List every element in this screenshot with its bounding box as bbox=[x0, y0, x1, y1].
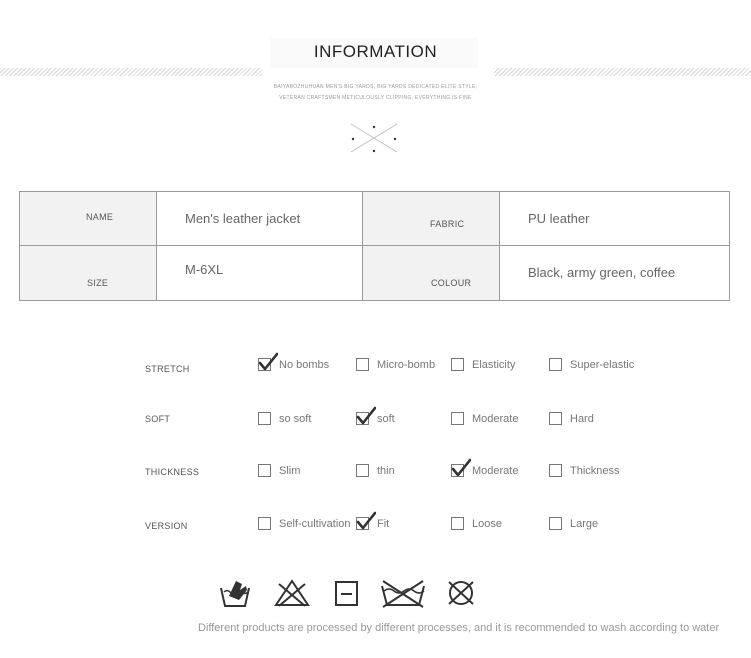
property-option[interactable] bbox=[258, 517, 351, 530]
checkbox[interactable] bbox=[258, 412, 271, 425]
property-option-label: so soft bbox=[279, 412, 312, 425]
property-option-label: thin bbox=[377, 464, 395, 477]
size-label-cell bbox=[20, 246, 157, 301]
fabric-label: FABRIC bbox=[430, 218, 465, 229]
header-divider-right bbox=[494, 68, 751, 76]
property-option-label: Self-cultivation bbox=[279, 517, 351, 530]
property-option[interactable] bbox=[356, 358, 435, 371]
property-option[interactable] bbox=[258, 358, 329, 371]
header-divider-left bbox=[0, 68, 262, 76]
checked-checkbox[interactable] bbox=[451, 464, 464, 477]
info-table bbox=[19, 191, 730, 301]
size-value: M-6XL bbox=[157, 246, 363, 301]
checkbox[interactable] bbox=[451, 412, 464, 425]
property-option-label: Elasticity bbox=[472, 358, 516, 371]
property-option-label: Super-elastic bbox=[570, 358, 635, 371]
property-option[interactable] bbox=[549, 412, 594, 425]
size-label: SIZE bbox=[87, 278, 109, 288]
checkmark-icon bbox=[356, 511, 376, 531]
property-option[interactable] bbox=[258, 464, 300, 477]
property-option-label: Hard bbox=[570, 412, 594, 425]
property-option[interactable] bbox=[356, 464, 395, 477]
subtitle-line-1: BAIYABOZHUHUAN MEN'S BIG YARDS, BIG YARDS DEDICATED ELITE STYLE, bbox=[273, 84, 478, 90]
fabric-label-cell bbox=[363, 192, 500, 246]
care-note: Different products are processed by different processes, and it is recommended to wash according to water bbox=[198, 622, 720, 634]
checked-checkbox[interactable] bbox=[356, 412, 369, 425]
do-not-dry-clean-icon bbox=[444, 578, 478, 608]
property-option[interactable] bbox=[451, 358, 515, 371]
property-option-label: Micro-bomb bbox=[377, 358, 436, 371]
checkbox[interactable] bbox=[451, 358, 464, 371]
checkbox[interactable] bbox=[549, 464, 562, 477]
property-label: VERSION bbox=[145, 521, 188, 531]
dry-flat-icon bbox=[334, 578, 360, 608]
name-value: Men's leather jacket bbox=[157, 192, 363, 246]
property-option-label: soft bbox=[377, 412, 395, 425]
property-option[interactable] bbox=[258, 412, 311, 425]
property-label: THICKNESS bbox=[145, 467, 200, 477]
property-option-label: No bombs bbox=[279, 358, 330, 371]
property-option-label: Thickness bbox=[570, 464, 620, 477]
checkbox[interactable] bbox=[549, 412, 562, 425]
decorative-cross-icon bbox=[345, 120, 403, 156]
property-option[interactable] bbox=[356, 412, 395, 425]
property-option[interactable] bbox=[549, 517, 598, 530]
checkbox[interactable] bbox=[258, 517, 271, 530]
colour-label-cell bbox=[363, 246, 500, 301]
do-not-tumble-dry-icon bbox=[379, 578, 427, 608]
property-option-label: Large bbox=[570, 517, 599, 530]
checked-checkbox[interactable] bbox=[356, 517, 369, 530]
checkbox[interactable] bbox=[549, 517, 562, 530]
checkmark-icon bbox=[258, 352, 278, 372]
property-label: STRETCH bbox=[145, 364, 190, 374]
checkmark-icon bbox=[356, 406, 376, 426]
do-not-bleach-icon bbox=[273, 578, 311, 608]
property-option[interactable] bbox=[356, 517, 389, 530]
name-label: NAME bbox=[86, 211, 114, 222]
property-option-label: Loose bbox=[472, 517, 502, 530]
checkbox[interactable] bbox=[356, 464, 369, 477]
colour-label: COLOUR bbox=[431, 278, 472, 288]
checked-checkbox[interactable] bbox=[258, 358, 271, 371]
property-label: SOFT bbox=[145, 414, 171, 424]
checkbox[interactable] bbox=[549, 358, 562, 371]
checkbox[interactable] bbox=[258, 464, 271, 477]
property-option[interactable] bbox=[451, 517, 502, 530]
property-option[interactable] bbox=[549, 358, 634, 371]
property-option-label: Moderate bbox=[472, 464, 519, 477]
property-option[interactable] bbox=[549, 464, 620, 477]
name-label-cell bbox=[20, 192, 157, 246]
subtitle-line-2: VETERAN CRAFTSMEN METICULOUSLY CLIPPING, EVERYTHING IS FINE bbox=[279, 95, 472, 101]
property-option-label: Slim bbox=[279, 464, 301, 477]
property-option-label: Moderate bbox=[472, 412, 519, 425]
property-option-label: Fit bbox=[377, 517, 390, 530]
checkbox[interactable] bbox=[356, 358, 369, 371]
property-option[interactable] bbox=[451, 464, 518, 477]
page-title: INFORMATION bbox=[313, 42, 438, 61]
fabric-value: PU leather bbox=[500, 192, 730, 246]
colour-value: Black, army green, coffee bbox=[500, 246, 730, 301]
checkbox[interactable] bbox=[451, 517, 464, 530]
checkmark-icon bbox=[451, 458, 471, 478]
hand-wash-icon bbox=[218, 578, 252, 608]
property-option[interactable] bbox=[451, 412, 518, 425]
